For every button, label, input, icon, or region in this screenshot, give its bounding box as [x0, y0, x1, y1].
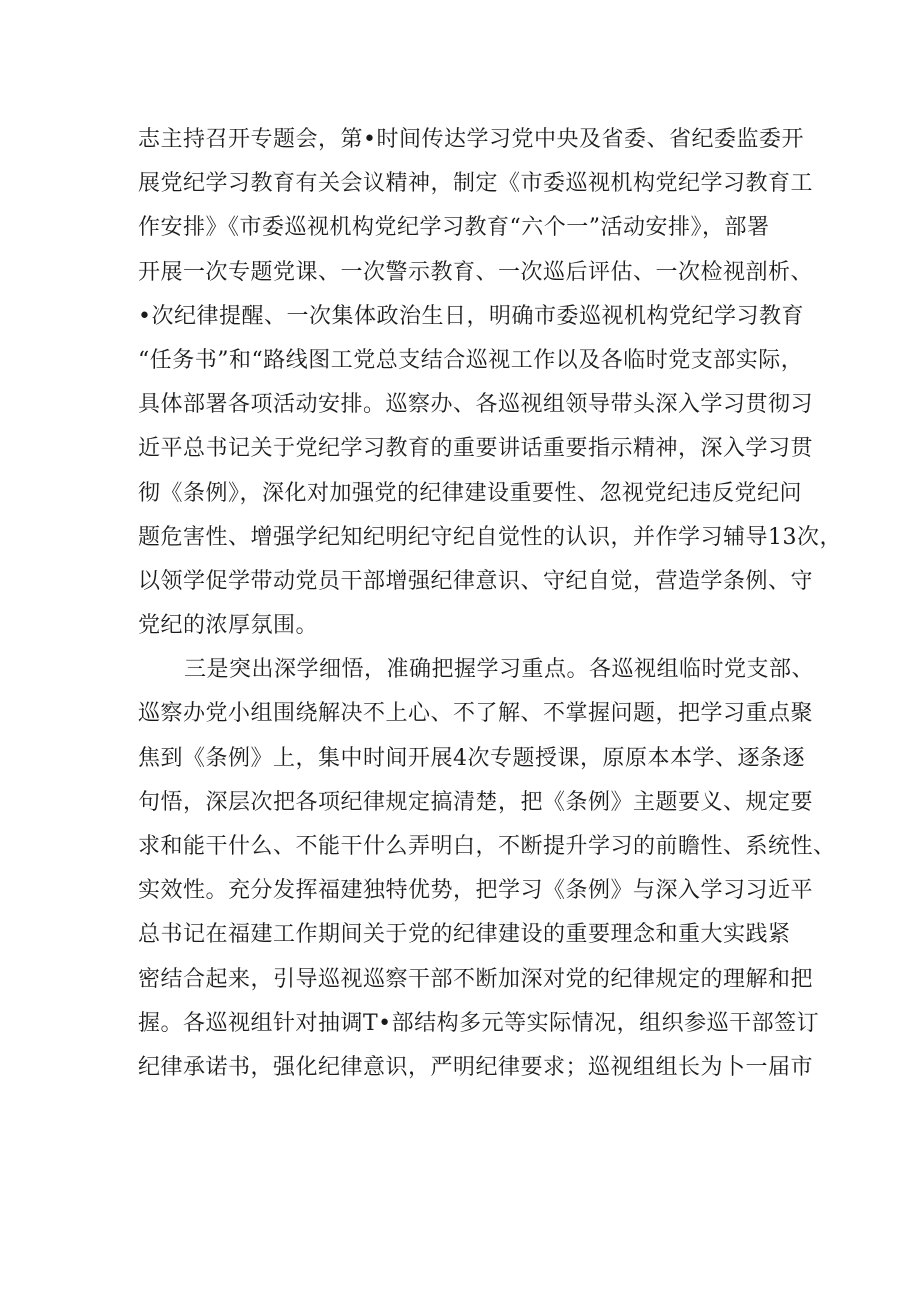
text-line: 纪律承诺书，强化纪律意识，严明纪律要求；巡视组组长为卜一届市: [138, 1054, 814, 1080]
text-line: 以领学促学带动党员干部增强纪律意识、守纪自觉，营造学条例、守: [138, 568, 814, 594]
text-line: 作安排》《市委巡视机构党纪学习教育“六个一”活动安排》，部署: [138, 215, 770, 241]
text-line: 具体部署各项活动安排。巡察办、各巡视组领导带头深入学习贯彻习: [138, 392, 814, 418]
text-line: 句悟，深层次把各项纪律规定搞清楚，把《条例》主题要义、规定要: [138, 789, 814, 815]
text-line: 志主持召开专题会，第•时间传达学习党中央及省委、省纪委监委开: [138, 127, 804, 152]
text-line: •次纪律提醒、一次集体政治生日，明确市委巡视机构党纪学习教育: [138, 303, 804, 329]
text-line: 焦到《条例》上，集中时间开展4次专题授课，原原本本学、逐条逐: [138, 745, 805, 771]
text-line: 求和能干什么、不能干什么弄明白，不断提升学习的前瞻性、系统性、: [138, 834, 836, 859]
text-line: 握。各巡视组针对抽调T•部结构多元等实际情况，组织参巡干部签订: [138, 1010, 820, 1036]
text-line: 实效性。充分发挥福建独特优势，把学习《条例》与深入学习习近平: [138, 878, 814, 904]
text-line: 近平总书记关于党纪学习教育的重要讲话重要指示精神，深入学习贯: [138, 436, 814, 462]
text-line: 密结合起来，引导巡视巡察干部不断加深对党的纪律规定的理解和把: [138, 966, 814, 992]
text-line: 开展一次专题党课、一次警示教育、一次巡后评估、一次检视剖析、: [138, 259, 814, 285]
text-line: 巡察办党小组围绕解决不上心、不了解、不掌握问题，把学习重点聚: [138, 701, 814, 727]
text-line: 彻《条例》，深化对加强党的纪律建设重要性、忽视党纪违反党纪问: [138, 480, 803, 506]
text-line: 总书记在福建工作期间关于党的纪律建设的重要理念和重大实践紧: [138, 922, 791, 948]
paragraph-2: [138, 648, 836, 1090]
text-line: 题危害性、增强学纪知纪明纪守纪自觉性的认识，并作学习辅导13次，: [138, 524, 842, 550]
paragraph-1: [138, 118, 842, 648]
body-text: [138, 118, 842, 1090]
text-line: 展党纪学习教育有关会议精神，制定《市委巡视机构党纪学习教育工: [138, 171, 814, 197]
text-line: “任务书”和“路线图工党总支结合巡视工作以及各临时党支部实际，: [138, 347, 804, 373]
text-line: 党纪的浓厚氛围。: [138, 613, 319, 639]
text-line: 三是突出深学细悟，准确把握学习重点。各巡视组临时党支部、: [184, 657, 815, 683]
